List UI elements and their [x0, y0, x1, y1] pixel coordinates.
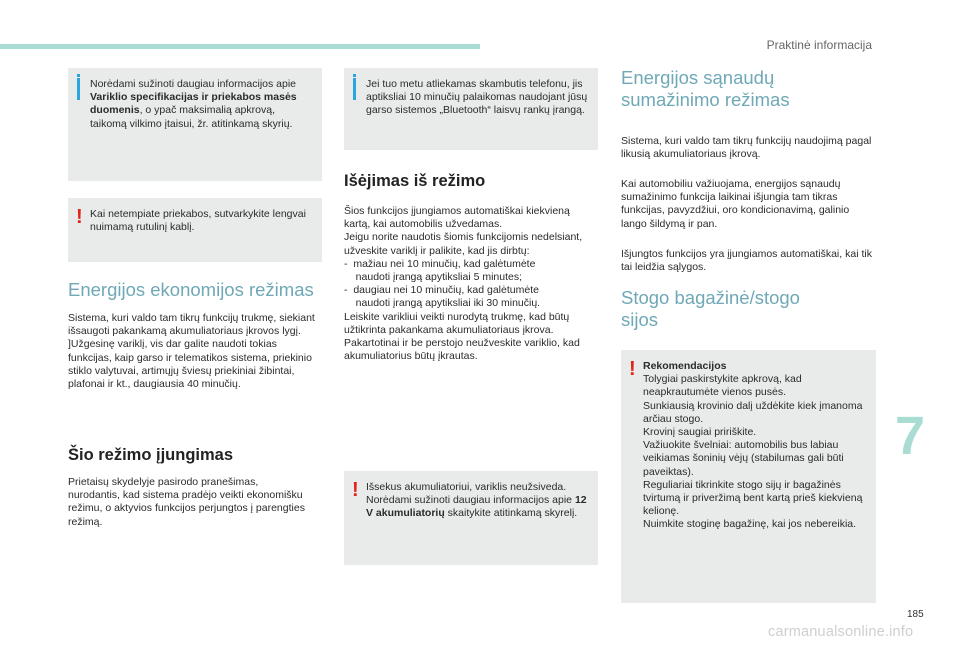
paragraph-energy-reduction-3: Išjungtos funkcijos yra įjungiamos automatiškai, kai tik tai leidžia sąlygos. [621, 248, 872, 274]
warning-box-text: Kai netempiate priekabos, sutvarkykite lengvai nuimamą rutulinį kablį. [90, 208, 306, 234]
warning-box-battery [344, 471, 598, 565]
heading-energy-reduction-mode: Energijos sąnaudų sumažinimo režimas [621, 67, 790, 110]
paragraph-mode-activation: Prietaisų skydelyje pasirodo pranešimas, nurodantis, kad sistema pradėjo veikti ekonomišku režimu, o aktyvios funkcijos perjungtos į parengties režimą. [68, 476, 305, 528]
info-icon [353, 78, 356, 100]
info-box-trailer-specs [68, 68, 322, 181]
info-box-phone-call [344, 68, 598, 150]
info-box-text: Jei tuo metu atliekamas skambutis telefonu, jis aptiksliai 10 minučių palaikomas naudojant jūsų garso sistemos „Bluetooth“ laisvų rankų įrangą. [366, 78, 588, 117]
heading-energy-economy-mode: Energijos ekonomijos režimas [68, 279, 314, 300]
paragraph-energy-reduction-2: Kai automobiliu važiuojama, energijos sąnaudų sumažinimo funkcija laikinai išjungia tam tikras funkcijas, pavyzdžiui, oro kondicionavimą, galinio lango šildymą ir pan. [621, 178, 850, 230]
warning-icon: ! [352, 479, 359, 501]
warning-icon: ! [629, 358, 636, 380]
warning-box-text: Rekomendacijos Tolygiai paskirstykite apkrovą, kad neapkrautumėte vienos pusės. Sunkiausią krovinio dalį uždėkite kiek įmanoma arčiau stogo. Krovinį saugiai pririškite. Važiuokite švelniai: automobilis bus labiau veikiamas šoninių vėjų (stabilumas gali būti paveiktas). Reguliariai tikrinkite stogo sijų ir bagažinės tvirtumą ir priveržimą bent kartą prieš kiekvieną kelionę. Nuimkite stoginę bagažinę, kai jos nebereikia. [643, 360, 863, 531]
warning-box-text: Išsekus akumuliatoriui, variklis neužsiveda. Norėdami sužinoti daugiau informacijos apie 12 V akumuliatorių skaitykite atitinkamą skyrelį. [366, 481, 587, 520]
paragraph-energy-economy: Sistema, kuri valdo tam tikrų funkcijų trukmę, siekiant išsaugoti pakankamą akumuliatoriaus įkrovos lygį. ]Užgesinę variklį, vis dar galite naudoti tokias funkcijas, kaip garso ir telematikos sistema, priekinio stiklo valytuvai, artimųjų šviesų priekiniai žibintai, plafonai ir kt., daugiausia 40 minučių. [68, 312, 315, 391]
section-title: Praktinė informacija [766, 38, 872, 52]
warning-icon: ! [76, 206, 83, 228]
header-accent-bar [0, 44, 480, 49]
heading-exit-mode: Išėjimas iš režimo [344, 172, 486, 190]
heading-mode-activation: Šio režimo įjungimas [68, 446, 234, 464]
warning-box-roof-rack [621, 350, 876, 603]
paragraph-energy-reduction-1: Sistema, kuri valdo tam tikrų funkcijų naudojimą pagal likusią akumuliatoriaus įkrovą. [621, 135, 872, 161]
info-icon [77, 78, 80, 100]
chapter-number: 7 [895, 406, 926, 466]
info-box-text: Norėdami sužinoti daugiau informacijos apie Variklio specifikacijas ir priekabos masės duomenis, o ypač maksimalią apkrovą, taikomą vilkimo įtaisui, žr. atitinkamą skyrių. [90, 78, 297, 130]
paragraph-exit-mode: Šios funkcijos įjungiamos automatiškai kiekvieną kartą, kai automobilis užvedamas. Jeigu norite naudotis šiomis funkcijomis nedelsiant, užveskite variklį ir palikite, kad jis dirbtų: - mažiau nei 10 minučių, kad galėtumėte naudoti įrangą apytiksliai 5 minutes; - daugiau nei 10 minučių, kad galėtumėte naudoti įrangą apytiksliai iki 30 minučių. Leiskite varikliui veikti nurodytą trukmę, kad būtų užtikrinta pakankama akumuliatoriaus įkrova. Pakartotinai ir be perstojo neužveskite variklio, kad akumuliatorius būtų įkrautas. [344, 205, 583, 363]
heading-roof-rack: Stogo bagažinė/stogo sijos [621, 287, 800, 330]
page-number: 185 [907, 609, 924, 620]
warning-box-towbar [68, 198, 322, 262]
watermark: carmanualsonline.info [768, 624, 914, 640]
